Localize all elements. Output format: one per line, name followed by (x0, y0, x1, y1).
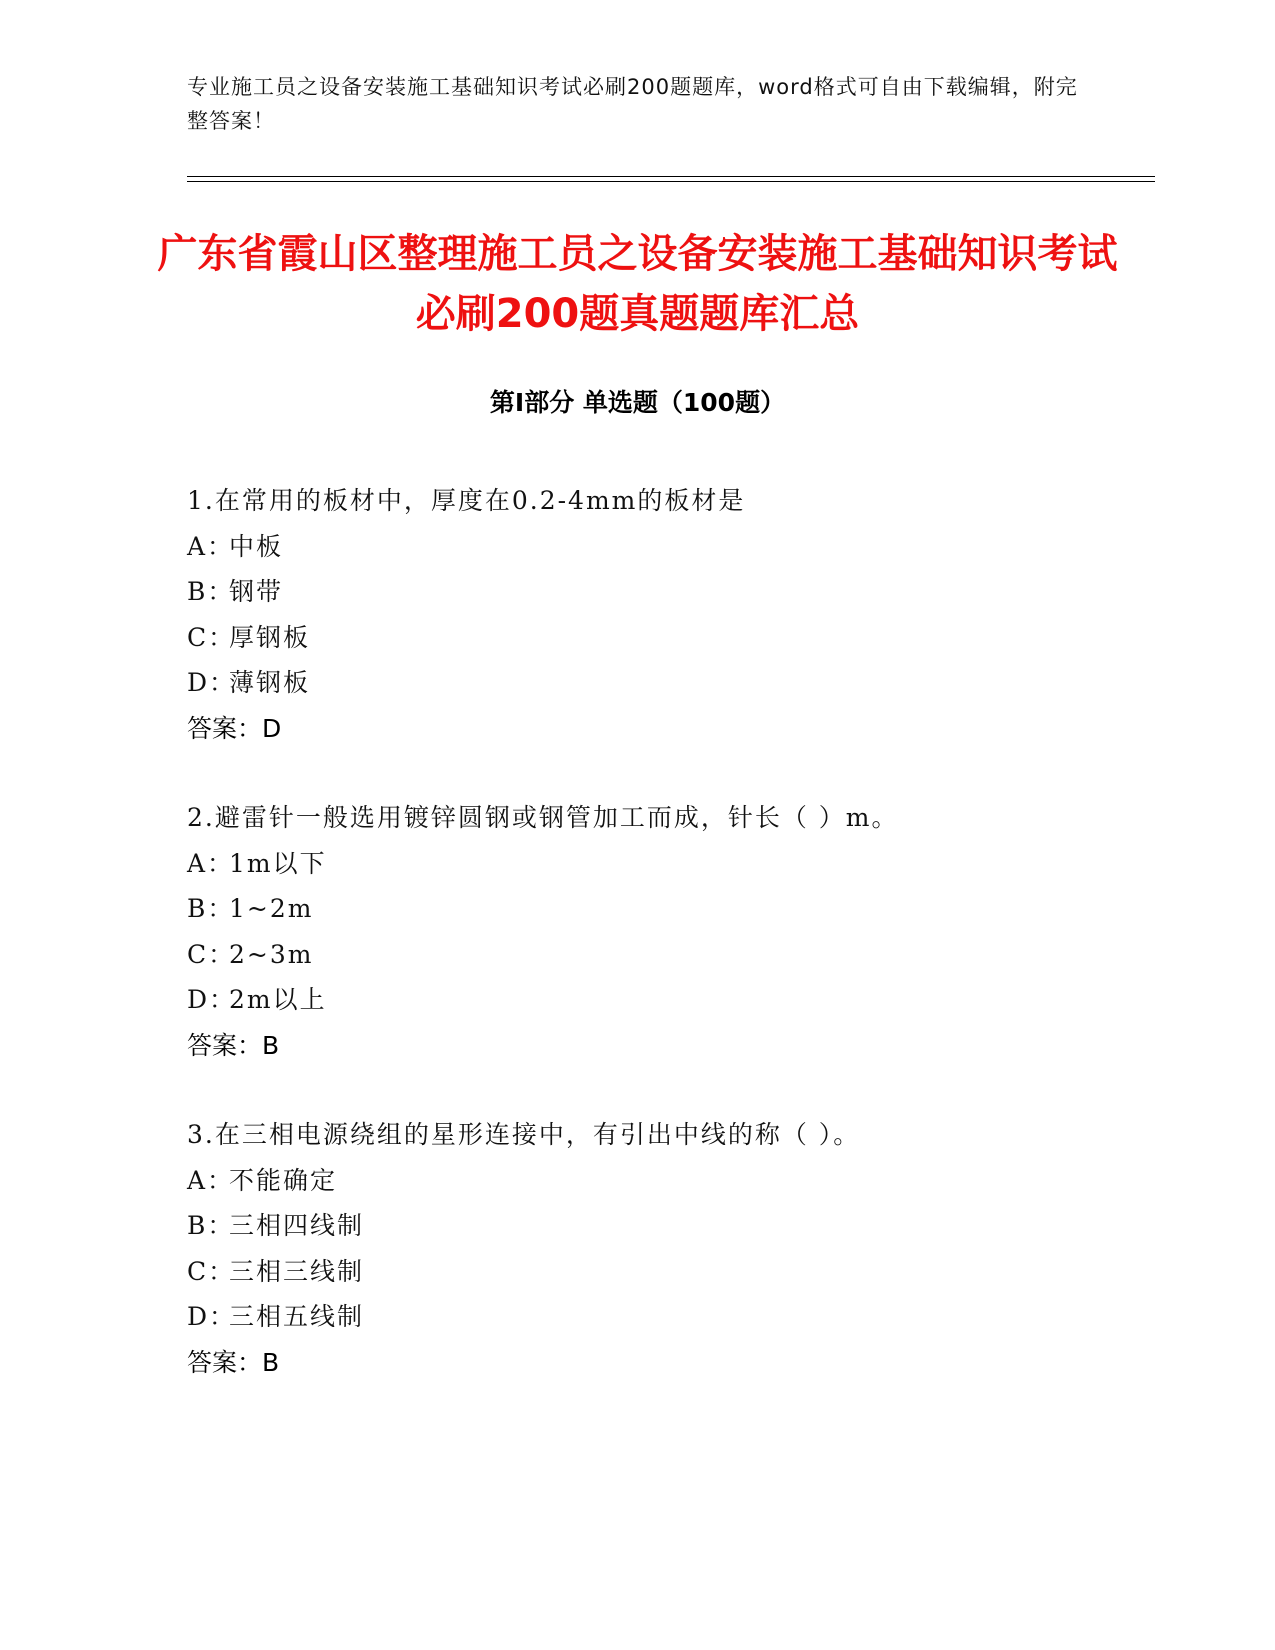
option-a (187, 1158, 1147, 1204)
option-letter: A： (187, 531, 235, 561)
option-letter: D： (187, 1302, 237, 1331)
question-list (187, 478, 1147, 1429)
section-title: 第Ⅰ部分 单选题（100题） (489, 388, 786, 417)
option-text: 三相五线制 (229, 1302, 365, 1331)
option-text: 中板 (229, 531, 284, 561)
option-text: 厚钢板 (229, 622, 311, 652)
answer-prefix: 答案： (187, 1347, 263, 1377)
document-title: 广东省霞山区整理施工员之设备安装施工基础知识考试必刷200题真题题库汇总 (157, 231, 1118, 337)
option-letter: A： (187, 1165, 235, 1195)
option-letter: C： (187, 939, 236, 969)
option-text: 1m以下 (229, 848, 327, 878)
option-text: 三相三线制 (229, 1256, 365, 1286)
option-b (187, 886, 1147, 932)
question-3 (187, 1112, 1147, 1385)
option-text: 三相四线制 (229, 1211, 365, 1240)
question-stem: 1.在常用的板材中，厚度在0.2-4mm的板材是 (187, 486, 746, 515)
header-rule-top (187, 176, 1155, 177)
option-letter: D： (187, 668, 237, 697)
option-text: 薄钢板 (229, 668, 311, 697)
option-b (187, 569, 1147, 615)
question-2 (187, 795, 1147, 1068)
option-text: 1~2m (229, 894, 314, 923)
option-a (187, 841, 1147, 887)
option-c (187, 615, 1147, 661)
header-note: 专业施工员之设备安装施工基础知识考试必刷200题题库，word格式可自由下载编辑，附完整答案！ (187, 75, 1078, 133)
answer (187, 1340, 1147, 1386)
option-d (187, 1294, 1147, 1340)
option-letter: C： (187, 622, 236, 652)
option-text: 不能确定 (229, 1165, 338, 1195)
option-d (187, 977, 1147, 1023)
option-letter: A： (187, 848, 235, 878)
option-a (187, 524, 1147, 570)
option-c (187, 932, 1147, 978)
answer-value: D (262, 713, 282, 743)
question-stem: 3.在三相电源绕组的星形连接中，有引出中线的称（ ）。 (187, 1120, 861, 1149)
option-c (187, 1249, 1147, 1295)
option-letter: B： (187, 1211, 235, 1240)
option-text: 2~3m (229, 939, 314, 969)
answer-value: B (262, 1030, 280, 1060)
answer-prefix: 答案： (187, 1030, 263, 1060)
option-letter: B： (187, 894, 235, 923)
option-b (187, 1203, 1147, 1249)
option-text: 2m以上 (229, 985, 327, 1014)
option-text: 钢带 (229, 577, 284, 606)
question-stem: 2.避雷针一般选用镀锌圆钢或钢管加工而成，针长（ ）m。 (187, 803, 899, 832)
answer-prefix: 答案： (187, 713, 263, 743)
answer (187, 1023, 1147, 1069)
answer-value: B (262, 1347, 280, 1377)
option-letter: B： (187, 577, 235, 606)
question-1 (187, 478, 1147, 751)
option-letter: C： (187, 1256, 236, 1286)
option-d (187, 660, 1147, 706)
header-rule-bottom (187, 181, 1155, 182)
answer (187, 706, 1147, 752)
option-letter: D： (187, 985, 237, 1014)
